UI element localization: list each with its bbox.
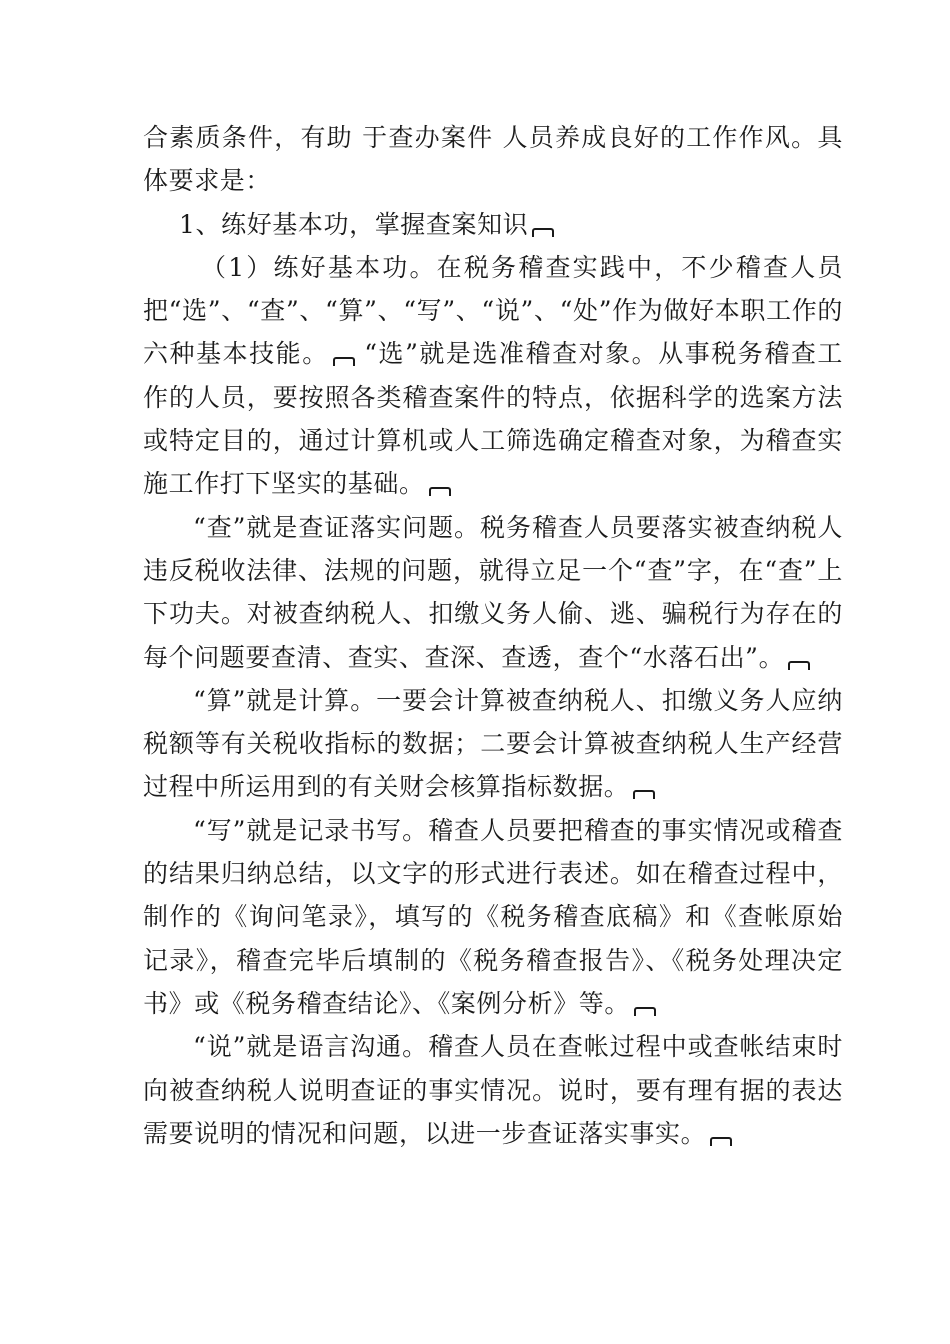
paragraph-text: “算”就是计算。一要会计算被查纳税人、扣缴义务人应纳税额等有关税收指标的数据；二要会计算被查纳税人生产经营过程中所运用到的有关财会核算指标数据。 xyxy=(143,685,843,802)
paragraph-mark-icon xyxy=(532,228,554,237)
body-text xyxy=(143,116,843,1155)
paragraph-text: “查”就是查证落实问题。税务稽查人员要落实被查纳税人违反税收法律、法规的问题，就得立足一个“查”字，在“查”上下功夫。对被查纳税人、扣缴义务人偷、逃、骗税行为存在的每个问题要查清、查实、查深、查透，查个“水落石出”。 xyxy=(143,512,843,672)
paragraph-7 xyxy=(143,1025,843,1155)
paragraph-3 xyxy=(143,246,843,506)
paragraph-mark-icon xyxy=(710,1137,732,1146)
paragraph-1 xyxy=(143,116,843,203)
paragraph-mark-icon xyxy=(633,790,655,799)
paragraph-4 xyxy=(143,506,843,679)
paragraph-text: 1、练好基本功，掌握查案知识 xyxy=(179,209,529,239)
paragraph-6 xyxy=(143,809,843,1025)
paragraph-text: （1）练好基本功。在税务稽查实践中，不少稽查人员把“选”、“查”、“算”、“写”、“说”、“处”作为做好本职工作的六种基本技能。 xyxy=(143,252,843,369)
paragraph-mark-icon xyxy=(788,661,810,670)
paragraph-mark-icon xyxy=(634,1007,656,1016)
paragraph-text: “说”就是语言沟通。稽查人员在查帐过程中或查帐结束时向被查纳税人说明查证的事实情况。说时，要有理有据的表达需要说明的情况和问题，以进一步查证落实事实。 xyxy=(143,1032,843,1148)
paragraph-text: 合素质条件，有助 于查办案件 人员养成良好的工作作风。具体要求是： xyxy=(143,123,843,196)
paragraph-2 xyxy=(143,203,843,246)
paragraph-text-tail: “选”就是选准稽查对象。从事税务稽查工作的人员，要按照各类稽查案件的特点，依据科学的选案方法或特定目的，通过计算机或人工筛选确定稽查对象，为稽查实施工作打下坚实的基础。 xyxy=(143,339,844,499)
paragraph-mark-icon xyxy=(429,487,451,496)
paragraph-text: “写”就是记录书写。稽查人员要把稽查的事实情况或稽查的结果归纳总结，以文字的形式进行表述。如在稽查过程中，制作的《询问笔录》，填写的《税务稽查底稿》和《查帐原始记录》，稽查完毕后填制的《税务稽查报告》、《税务处理决定书》或《税务稽查结论》、《案例分析》等。 xyxy=(143,815,843,1018)
paragraph-5 xyxy=(143,679,843,809)
paragraph-mark-icon xyxy=(333,357,355,366)
